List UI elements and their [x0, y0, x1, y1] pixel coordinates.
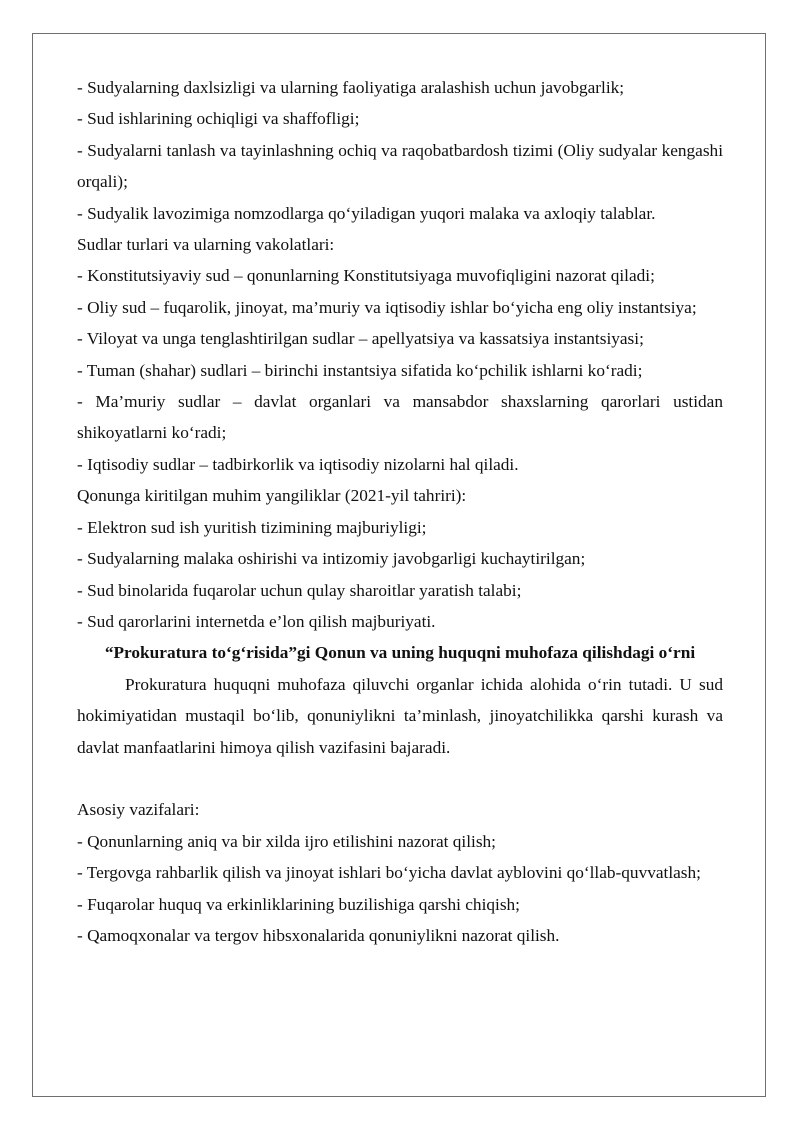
list-item: - Tergovga rahbarlik qilish va jinoyat ishlari bo‘yicha davlat ayblovini qo‘llab-quvvatlash;	[77, 863, 701, 883]
list-item: - Elektron sud ish yuritish tizimining majburiyligi;	[77, 517, 427, 537]
list-item: - Iqtisodiy sudlar – tadbirkorlik va iqtisodiy nizolarni hal qiladi.	[77, 454, 519, 474]
intro-paragraph: Prokuratura huquqni muhofaza qiluvchi organlar ichida alohida o‘rin tutadi. U sud hokimiyatidan mustaqil bo‘lib, qonuniylikni ta’minlash, jinoyatchilikka qarshi kurash va davlat manfaatlarini himoya qilish vazifasini bajaradi.	[77, 674, 723, 757]
list-item: - Sudyalarning daxlsizligi va ularning faoliyatiga aralashish uchun javobgarlik;	[77, 78, 625, 97]
list-item: - Qonunlarning aniq va bir xilda ijro etilishini nazorat qilish;	[77, 831, 496, 851]
list-item: - Sud qarorlarini internetda e’lon qilish majburiyati.	[77, 611, 436, 631]
list-item: - Viloyat va unga tenglashtirilgan sudlar – apellyatsiya va kassatsiya instantsiyasi;	[77, 329, 644, 349]
list-item: - Sud binolarida fuqarolar uchun qulay sharoitlar yaratish talabi;	[77, 580, 522, 600]
subheading-innovations: Qonunga kiritilgan muhim yangiliklar (2021-yil tahriri):	[77, 486, 467, 506]
list-item: - Konstitutsiyaviy sud – qonunlarning Konstitutsiyaga muvofiqligini nazorat qiladi;	[77, 266, 655, 286]
blank-line	[77, 763, 723, 794]
section-heading: “Prokuratura to‘g‘risida”gi Qonun va uning huquqni muhofaza qilishdagi o‘rni	[104, 643, 696, 663]
list-item: - Sudyalarni tanlash va tayinlashning ochiq va raqobatbardosh tizimi (Oliy sudyalar kengashi orqali);	[77, 140, 723, 192]
list-item: - Tuman (shahar) sudlari – birinchi instantsiya sifatida ko‘pchilik ishlarni ko‘radi;	[77, 360, 643, 380]
list-item: - Ma’muriy sudlar – davlat organlari va mansabdor shaxslarning qarorlari ustidan shikoyatlarni ko‘radi;	[77, 392, 723, 443]
document-body	[77, 72, 723, 951]
list-item: - Sud ishlarining ochiqligi va shaffofligi;	[77, 109, 360, 129]
subheading-main-tasks: Asosiy vazifalari:	[77, 800, 200, 820]
list-item: - Qamoqxonalar va tergov hibsxonalarida qonuniylikni nazorat qilish.	[77, 925, 560, 945]
subheading-court-types: Sudlar turlari va ularning vakolatlari:	[77, 235, 335, 255]
list-item: - Fuqarolar huquq va erkinliklarining buzilishiga qarshi chiqish;	[77, 894, 520, 914]
list-item: - Sudyalarning malaka oshirishi va intizomiy javobgarligi kuchaytirilgan;	[77, 549, 586, 569]
list-item: - Sudyalik lavozimiga nomzodlarga qo‘yiladigan yuqori malaka va axloqiy talablar.	[77, 203, 656, 223]
list-item: - Oliy sud – fuqarolik, jinoyat, ma’muriy va iqtisodiy ishlar bo‘yicha eng oliy instantsiya;	[77, 297, 697, 317]
